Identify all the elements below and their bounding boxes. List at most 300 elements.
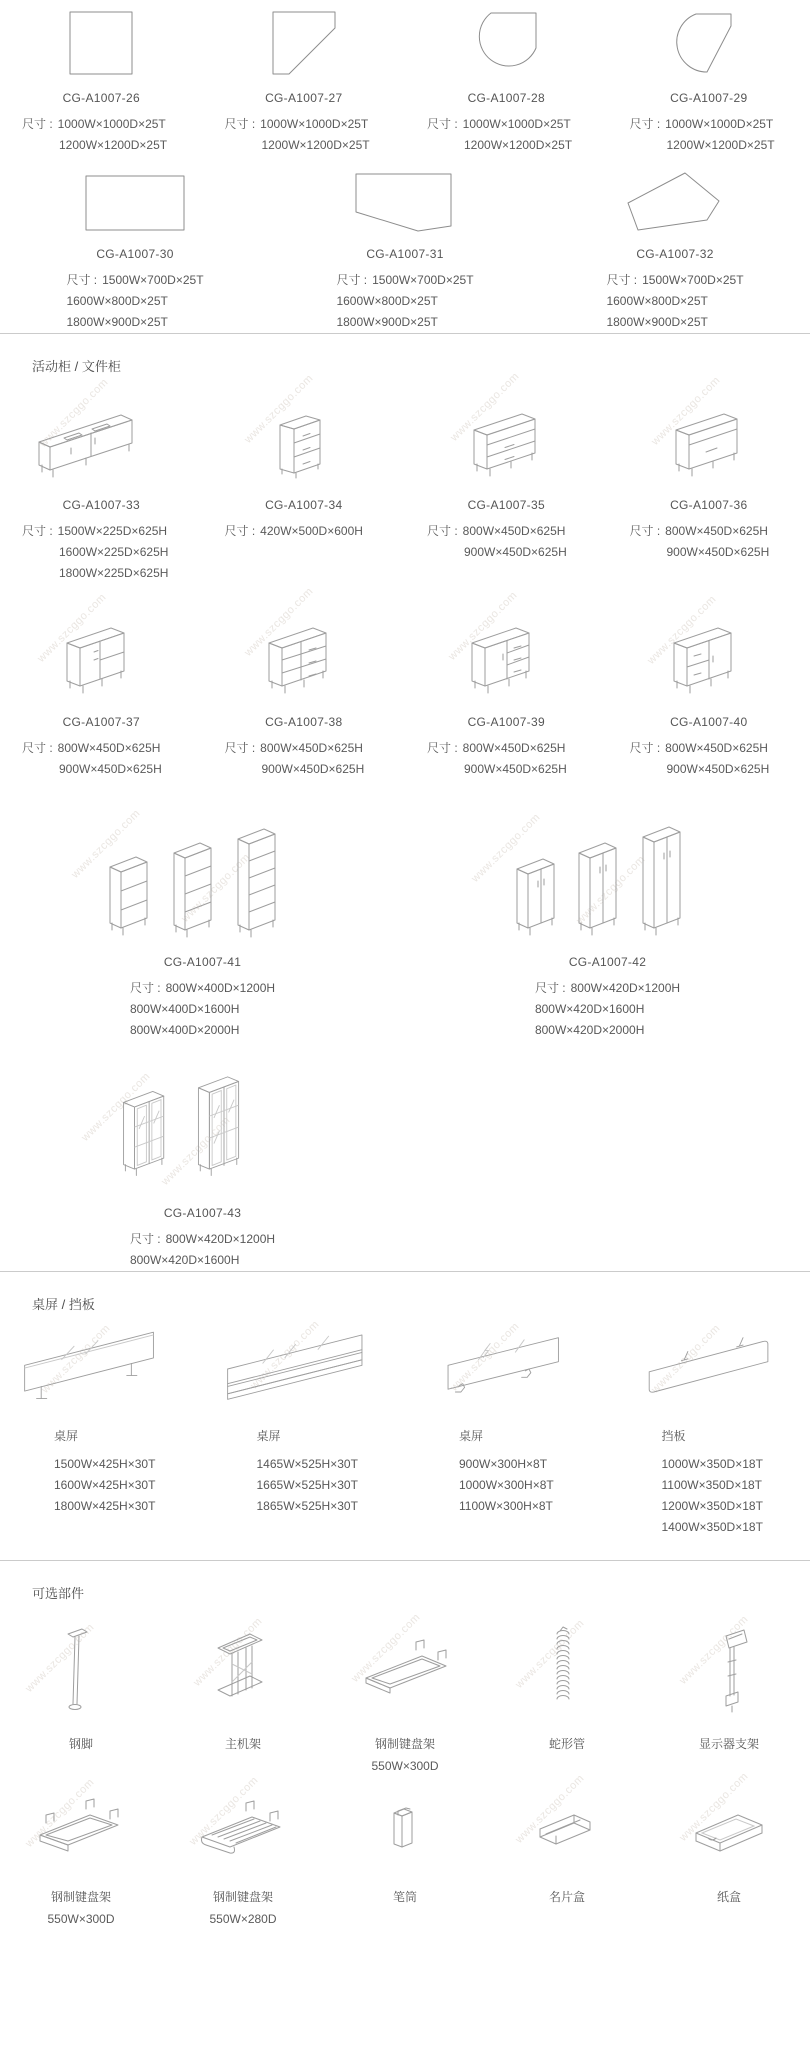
dimension-value: 1100W×300H×8T [459,1499,553,1513]
watermark-text: www.szcggo.com [159,1114,233,1188]
dimension-line [225,759,406,780]
dimension-line [66,291,203,312]
product-card [608,1323,810,1538]
product-illustration [608,593,810,702]
screens-row [0,1318,810,1538]
desk-top-rectangle-illustration [75,170,195,234]
dimension-value: 420W×500D×600H [260,524,363,538]
product-card [540,170,810,333]
dimension-line [130,1229,275,1250]
watermark-text: www.szcggo.com [513,1617,587,1691]
open-bookshelves-illustration [93,818,313,942]
dimension-value: 1000W×1000D×25T [462,117,571,131]
product-dimensions [540,270,810,333]
dimension-value: 800W×450D×625H [57,741,161,755]
product-card [162,1612,324,1773]
section-title: 活动柜 / 文件柜 [32,359,121,374]
product-card [648,1770,810,1926]
product-name: 桌屏 [256,1429,281,1443]
dimension-value: 800W×400D×1600H [129,1002,240,1016]
product-code: CG-A1007-33 [62,498,140,512]
size-label: 尺寸 : [129,981,161,995]
product-illustration [0,8,203,78]
product-name: 主机架 [224,1737,261,1751]
product-illustration [203,8,406,78]
keyboard-tray-steel-illustration [26,1791,136,1873]
dimension-value: 1465W×525H×30T [256,1457,358,1471]
product-dimensions [608,114,810,156]
product-code: CG-A1007-31 [366,247,444,261]
watermark-text: www.szcggo.com [446,589,520,663]
product-illustration [540,170,810,234]
product-illustration [203,585,406,702]
two-drawer-door-cabinet-illustration [661,626,756,702]
product-card [0,1323,203,1538]
product-name: 桌屏 [54,1429,79,1443]
section-divider [0,1271,810,1272]
dimension-value: 1600W×800D×25T [336,294,438,308]
dimension-value: 800W×420D×2000H [534,1023,645,1037]
product-dimensions [203,738,406,780]
watermark-text: www.szcggo.com [39,1322,113,1396]
cabinet-row-3 [0,792,810,1041]
watermark-text: www.szcggo.com [23,1776,97,1850]
watermark-text: www.szcggo.com [648,1322,723,1396]
dimension-line [22,114,203,135]
size-label: 尺寸 : [427,741,458,755]
dimension-line [22,563,203,584]
dimension-value: 550W×280D [209,1912,277,1926]
desk-top-teardrop-cut-illustration [669,8,749,78]
product-dimensions [162,1912,324,1926]
size-label: 尺寸 : [22,117,53,131]
product-code: CG-A1007-43 [163,1206,242,1220]
watermark-text: www.szcggo.com [191,1615,265,1689]
product-dimensions [270,270,540,333]
product-code: CG-A1007-32 [636,247,714,261]
product-name: 钢制键盘架 [50,1890,111,1904]
dimension-line [54,1475,203,1496]
dimension-line [130,999,275,1020]
cabinet-row-2 [0,585,810,780]
product-card [0,1061,405,1271]
product-dimensions [405,1454,608,1517]
product-illustration [324,1612,486,1720]
product-name: 钢制键盘架 [212,1890,273,1904]
watermark-text: www.szcggo.com [448,1320,522,1394]
shelf-three-drawer-cabinet-illustration [256,626,351,702]
product-illustration [203,372,406,485]
dimension-line [535,999,680,1020]
dimension-line [22,135,203,156]
dimension-line [630,542,810,563]
product-illustration [486,1772,648,1873]
dimension-value: 1800W×900D×25T [336,315,438,329]
watermark-text: www.szcggo.com [513,1772,587,1846]
dimension-value: 1500W×700D×25T [102,273,204,287]
size-label: 尺寸 : [224,117,256,131]
watermark-text: www.szcggo.com [179,851,253,925]
dimension-value: 1800W×900D×25T [606,315,708,329]
watermark-text: www.szcggo.com [469,811,543,885]
size-label: 尺寸 : [427,117,458,131]
product-card [0,792,405,1041]
product-dimensions [0,521,203,584]
product-card [162,1774,324,1926]
dimension-value: 900W×450D×625H [666,762,770,776]
product-card [0,1776,162,1926]
product-illustration [0,591,203,702]
product-card [405,370,608,584]
dimension-line [662,1454,810,1475]
dimension-line [427,542,608,563]
drawer-pedestal-illustration [264,415,344,485]
dimension-line [630,759,810,780]
product-code: CG-A1007-41 [163,955,242,969]
product-dimensions [203,521,406,542]
watermark-text: www.szcggo.com [187,1774,261,1848]
dimension-value: 800W×450D×625H [665,741,768,755]
watermark-text: www.szcggo.com [677,1613,751,1687]
section-divider [0,1560,810,1561]
size-label: 尺寸 : [224,741,256,755]
product-illustration [270,170,540,234]
dimension-line [257,1475,406,1496]
dimension-value: 800W×450D×625H [462,741,566,755]
product-dimensions [405,521,608,563]
dimension-value: 1000W×1000D×25T [665,117,774,131]
watermark-text: www.szcggo.com [644,593,719,667]
watermark-text: www.szcggo.com [241,585,316,659]
watermark-text: www.szcggo.com [37,376,111,450]
dimension-value: 550W×300D [47,1912,115,1926]
product-illustration [405,370,608,485]
dimension-value: 1400W×350D×18T [661,1520,763,1534]
dimension-line [336,270,473,291]
product-card [203,1318,406,1538]
dimension-value: 1200W×1200D×25T [261,138,370,152]
dimension-line [130,1020,275,1041]
dimension-line [257,1496,406,1517]
desk-screen-illustration [11,1323,191,1415]
dimension-line [535,1020,680,1041]
steel-leg-illustration [26,1620,136,1720]
cabinets-section [0,356,810,1271]
product-dimensions [608,738,810,780]
product-card [405,8,608,156]
product-code: CG-A1007-35 [467,498,545,512]
size-label: 尺寸 : [22,741,53,755]
product-card [0,1612,162,1773]
product-code: CG-A1007-34 [265,498,343,512]
size-label: 尺寸 : [629,741,661,755]
product-code: CG-A1007-28 [467,91,545,105]
product-dimensions [324,1759,486,1773]
keyboard-tray-illustration [350,1620,460,1720]
product-name: 挡板 [661,1429,686,1443]
product-illustration [608,374,810,485]
cabinet-row-4 [0,1061,810,1271]
product-card [203,372,406,584]
product-illustration [486,1612,648,1720]
size-label: 尺寸 : [629,117,661,131]
product-card [405,1320,608,1538]
dimension-line [662,1496,810,1517]
dimension-value: 1865W×525H×30T [256,1499,358,1513]
desktop-row-1 [0,8,810,156]
product-card [324,1787,486,1926]
product-code: CG-A1007-38 [265,715,343,729]
product-card [486,1772,648,1926]
dimension-value: 800W×420D×1600H [129,1253,240,1267]
size-label: 尺寸 : [129,1232,161,1246]
watermark-text: www.szcggo.com [349,1611,423,1685]
section-title: 可选部件 [32,1586,85,1601]
dimension-value: 1600W×800D×25T [66,294,168,308]
product-illustration [203,1318,406,1415]
product-code: CG-A1007-39 [467,715,545,729]
desk-top-corner-cut-illustration [264,8,344,78]
size-label: 尺寸 : [534,981,566,995]
size-label: 尺寸 : [427,524,458,538]
dimension-line [66,312,203,333]
dimension-value: 1800W×425H×30T [54,1499,156,1513]
product-dimensions [608,1454,810,1538]
optional-parts-section [0,1583,810,1926]
size-label: 尺寸 : [629,524,661,538]
size-label: 尺寸 : [224,524,256,538]
dimension-value: 1500W×700D×25T [642,273,744,287]
dimension-line [427,738,608,759]
dimension-line [130,978,275,999]
dimension-value: 800W×400D×1200H [165,981,276,995]
dimension-line [22,738,203,759]
dimension-line [459,1496,608,1517]
dimension-value: 1600W×800D×25T [606,294,708,308]
product-code: CG-A1007-30 [96,247,174,261]
dimension-value: 800W×420D×1200H [165,1232,276,1246]
watermark-text: www.szcggo.com [648,374,723,448]
product-illustration [405,1320,608,1415]
product-name: 钢脚 [68,1737,93,1751]
dimension-value: 800W×450D×625H [260,741,363,755]
product-card [0,170,270,333]
dimension-line [225,114,406,135]
product-illustration [162,1612,324,1720]
dimension-line [336,312,473,333]
dimension-value: 1665W×525H×30T [256,1478,358,1492]
product-illustration [0,1612,162,1720]
section-divider [0,333,810,334]
dimension-line [427,114,608,135]
dimension-value: 900W×300H×8T [459,1457,548,1471]
product-code: CG-A1007-40 [670,715,748,729]
dimension-line [427,135,608,156]
product-dimensions [405,114,608,156]
monitor-stand-illustration [674,1620,784,1720]
product-dimensions [608,521,810,563]
desktop-row-2 [0,170,810,333]
desk-top-teardrop-illustration [466,8,546,78]
dimension-line [459,1475,608,1496]
dimension-line [22,521,203,542]
door-three-drawer-cabinet-illustration [459,626,554,702]
dimension-value: 900W×450D×625H [464,762,567,776]
product-illustration [0,376,203,485]
dimension-line [257,1454,406,1475]
product-dimensions [0,1229,405,1271]
paper-tray-illustration [674,1791,784,1873]
dimension-line [54,1454,203,1475]
dimension-value: 900W×450D×625H [464,545,567,559]
dimension-value: 1800W×225D×625H [59,566,169,580]
product-card [203,585,406,780]
product-card [324,1612,486,1773]
parts-row-1 [0,1612,810,1773]
dimension-value: 900W×450D×625H [261,762,365,776]
dimension-value: 800W×400D×2000H [129,1023,240,1037]
product-dimensions [0,978,405,1041]
watermark-text: www.szcggo.com [69,807,143,881]
product-dimensions [0,1454,203,1517]
dimension-line [22,542,203,563]
dimension-value: 900W×450D×625H [666,545,770,559]
dimension-value: 1600W×425H×30T [54,1478,156,1492]
modesty-panel-illustration [624,1323,794,1415]
clamp-screen-illustration [421,1323,591,1415]
product-illustration [608,8,810,78]
dimension-value: 550W×300D [371,1759,439,1773]
dimension-value: 1500W×425H×30T [54,1457,156,1471]
dimension-line [630,135,810,156]
product-code: CG-A1007-36 [670,498,748,512]
product-illustration [405,589,608,702]
product-illustration [0,1323,203,1415]
dimension-line [630,521,810,542]
dimension-line [606,291,743,312]
product-card [203,8,406,156]
dimension-value: 1500W×700D×25T [372,273,474,287]
product-dimensions [405,738,608,780]
product-code: CG-A1007-29 [670,91,748,105]
dimension-value: 1000W×300H×8T [459,1478,554,1492]
product-code: CG-A1007-27 [265,91,343,105]
product-dimensions [405,978,810,1041]
product-name: 笔筒 [392,1890,417,1904]
product-illustration [648,1770,810,1873]
dimension-line [606,270,743,291]
cpu-holder-illustration [188,1620,298,1720]
dimension-line [66,270,203,291]
product-card [405,589,608,780]
dimension-value: 1000W×1000D×25T [57,117,166,131]
shelf-two-drawer-cabinet-illustration [459,413,554,485]
desk-screen-rail-illustration [214,1323,394,1415]
parts-row-2 [0,1770,810,1926]
dimension-line [130,1250,275,1271]
watermark-text: www.szcggo.com [79,1070,153,1144]
product-dimensions [203,1454,406,1517]
product-name: 桌屏 [459,1429,484,1443]
product-card [608,593,810,780]
section-title: 桌屏 / 挡板 [32,1297,95,1312]
door-shelf-cabinet-illustration [54,626,149,702]
desktop-shapes-section [0,0,810,333]
dimension-line [336,291,473,312]
product-card [608,374,810,584]
dimension-line [427,759,608,780]
bottom-spacer [0,1926,810,1968]
product-illustration [405,792,810,942]
product-name: 纸盒 [716,1890,741,1904]
product-card [486,1612,648,1773]
product-dimensions [0,114,203,156]
dimension-line [662,1475,810,1496]
dimension-line [22,759,203,780]
dimension-value: 1200W×350D×18T [661,1499,763,1513]
product-name: 名片盒 [548,1890,585,1904]
product-dimensions [0,1912,162,1926]
product-dimensions [0,270,270,333]
watermark-text: www.szcggo.com [574,853,648,927]
dimension-value: 1000W×1000D×25T [260,117,369,131]
product-code: CG-A1007-42 [568,955,647,969]
product-card [648,1612,810,1773]
desk-top-angled-rectangle-illustration [345,170,465,234]
keyboard-tray-mesh-illustration [188,1791,298,1873]
dimension-line [662,1517,810,1538]
desk-top-square-illustration [61,8,141,78]
product-illustration [405,8,608,78]
sideboard-cabinet-illustration [36,413,166,485]
product-illustration [0,1776,162,1873]
dimension-line [427,521,608,542]
two-door-wardrobes-illustration [498,818,718,942]
watermark-text: www.szcggo.com [35,591,109,665]
dimension-value: 800W×420D×1600H [534,1002,645,1016]
product-card [270,170,540,333]
shelf-one-drawer-cabinet-illustration [661,413,756,485]
dimension-line [535,978,680,999]
dimension-line [54,1496,203,1517]
product-illustration [0,170,270,234]
dimension-line [630,738,810,759]
cabinet-row-1 [0,370,810,584]
product-name: 钢制键盘架 [374,1737,435,1751]
watermark-text: www.szcggo.com [23,1621,97,1695]
watermark-text: www.szcggo.com [247,1318,322,1392]
dimension-value: 1200W×1200D×25T [666,138,775,152]
product-card [608,8,810,156]
empty-cell [405,1061,810,1271]
screens-section [0,1294,810,1538]
size-label: 尺寸 : [336,273,368,287]
product-illustration [324,1787,486,1873]
product-name: 蛇形管 [548,1737,585,1751]
dimension-value: 800W×450D×625H [665,524,768,538]
dimension-value: 1200W×1200D×25T [59,138,168,152]
dimension-line [225,521,406,542]
dimension-line [459,1454,608,1475]
dimension-value: 900W×450D×625H [59,762,162,776]
glass-door-cabinets-illustration [98,1063,308,1193]
watermark-text: www.szcggo.com [448,370,522,444]
product-card [405,792,810,1041]
dimension-value: 1500W×225D×625H [57,524,168,538]
product-card [0,8,203,156]
product-code: CG-A1007-37 [62,715,140,729]
dimension-value: 1200W×1200D×25T [464,138,573,152]
